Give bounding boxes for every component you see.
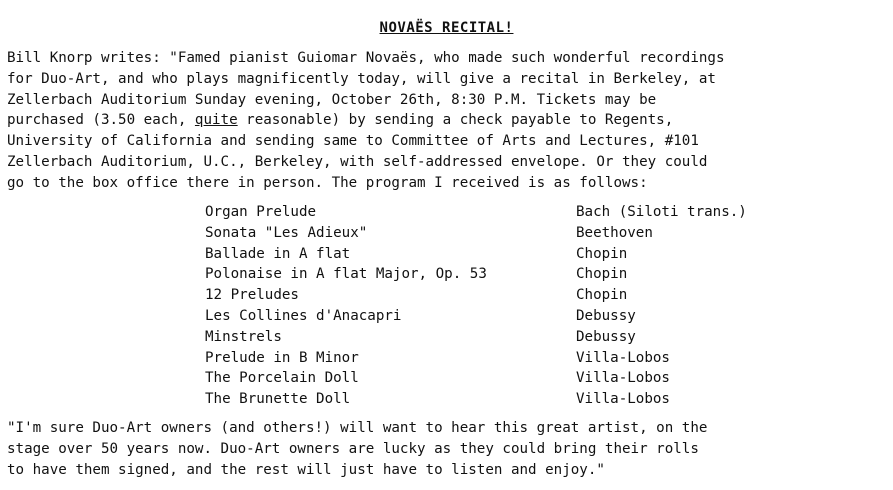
program-piece: Minstrels [205,328,282,345]
intro-line [7,110,887,131]
intro-line: Zellerbach Auditorium, U.C., Berkeley, with self-addressed envelope. Or they could [7,153,708,170]
closing-line: stage over 50 years now. Duo-Art owners are lucky as they could bring their rolls [7,440,699,457]
program-row [205,244,825,265]
closing-paragraph [7,418,887,480]
intro-text: purchased (3.50 each, [7,112,195,129]
program-composer: Chopin [576,245,628,262]
program-row [205,348,825,369]
article-title: NOVAËS RECITAL! [379,20,514,36]
underlined-word: quite [194,112,238,129]
intro-paragraph [7,48,887,194]
program-row [205,368,825,389]
intro-line: for Duo-Art, and who plays magnificently today, will give a recital in Berkeley, at [7,70,716,87]
program-composer: Chopin [576,287,628,304]
program-row [205,223,825,244]
intro-line: go to the box office there in person. The program I received is as follows: [7,174,648,191]
program-row [205,389,825,410]
program-composer: Debussy [576,307,636,324]
program-row [205,202,825,223]
program-row [205,285,825,306]
program-piece: The Porcelain Doll [205,370,359,387]
program-composer: Bach (Siloti trans.) [576,204,747,220]
program-piece: 12 Preludes [205,287,299,304]
closing-line: to have them signed, and the rest will just have to listen and enjoy." [7,461,605,478]
program-piece: The Brunette Doll [205,391,351,408]
program-composer: Beethoven [576,224,653,241]
program-composer: Chopin [576,266,628,283]
intro-text: reasonable) by sending a check payable to Regents, [237,112,674,129]
program-piece: Polonaise in A flat Major, Op. 53 [205,266,487,283]
program-composer: Villa-Lobos [576,349,670,366]
program-row [205,306,825,327]
program-piece: Prelude in B Minor [205,349,359,366]
intro-line: Zellerbach Auditorium Sunday evening, October 26th, 8:30 P.M. Tickets may be [7,91,657,108]
closing-line: "I'm sure Duo-Art owners (and others!) will want to hear this great artist, on the [7,420,708,436]
program-piece: Sonata "Les Adieux" [205,224,368,241]
program-row [205,264,825,285]
intro-line: Bill Knorp writes: "Famed pianist Guiomar Novaës, who made such wonderful recordings [7,50,725,66]
program-piece: Organ Prelude [205,204,317,220]
program-piece: Les Collines d'Anacapri [205,307,402,324]
program-composer: Villa-Lobos [576,370,670,387]
program-list [205,202,825,410]
intro-line: University of California and sending same to Committee of Arts and Lectures, #101 [7,133,699,150]
program-composer: Debussy [576,328,636,345]
program-composer: Villa-Lobos [576,391,670,408]
program-piece: Ballade in A flat [205,245,351,262]
program-row [205,327,825,348]
